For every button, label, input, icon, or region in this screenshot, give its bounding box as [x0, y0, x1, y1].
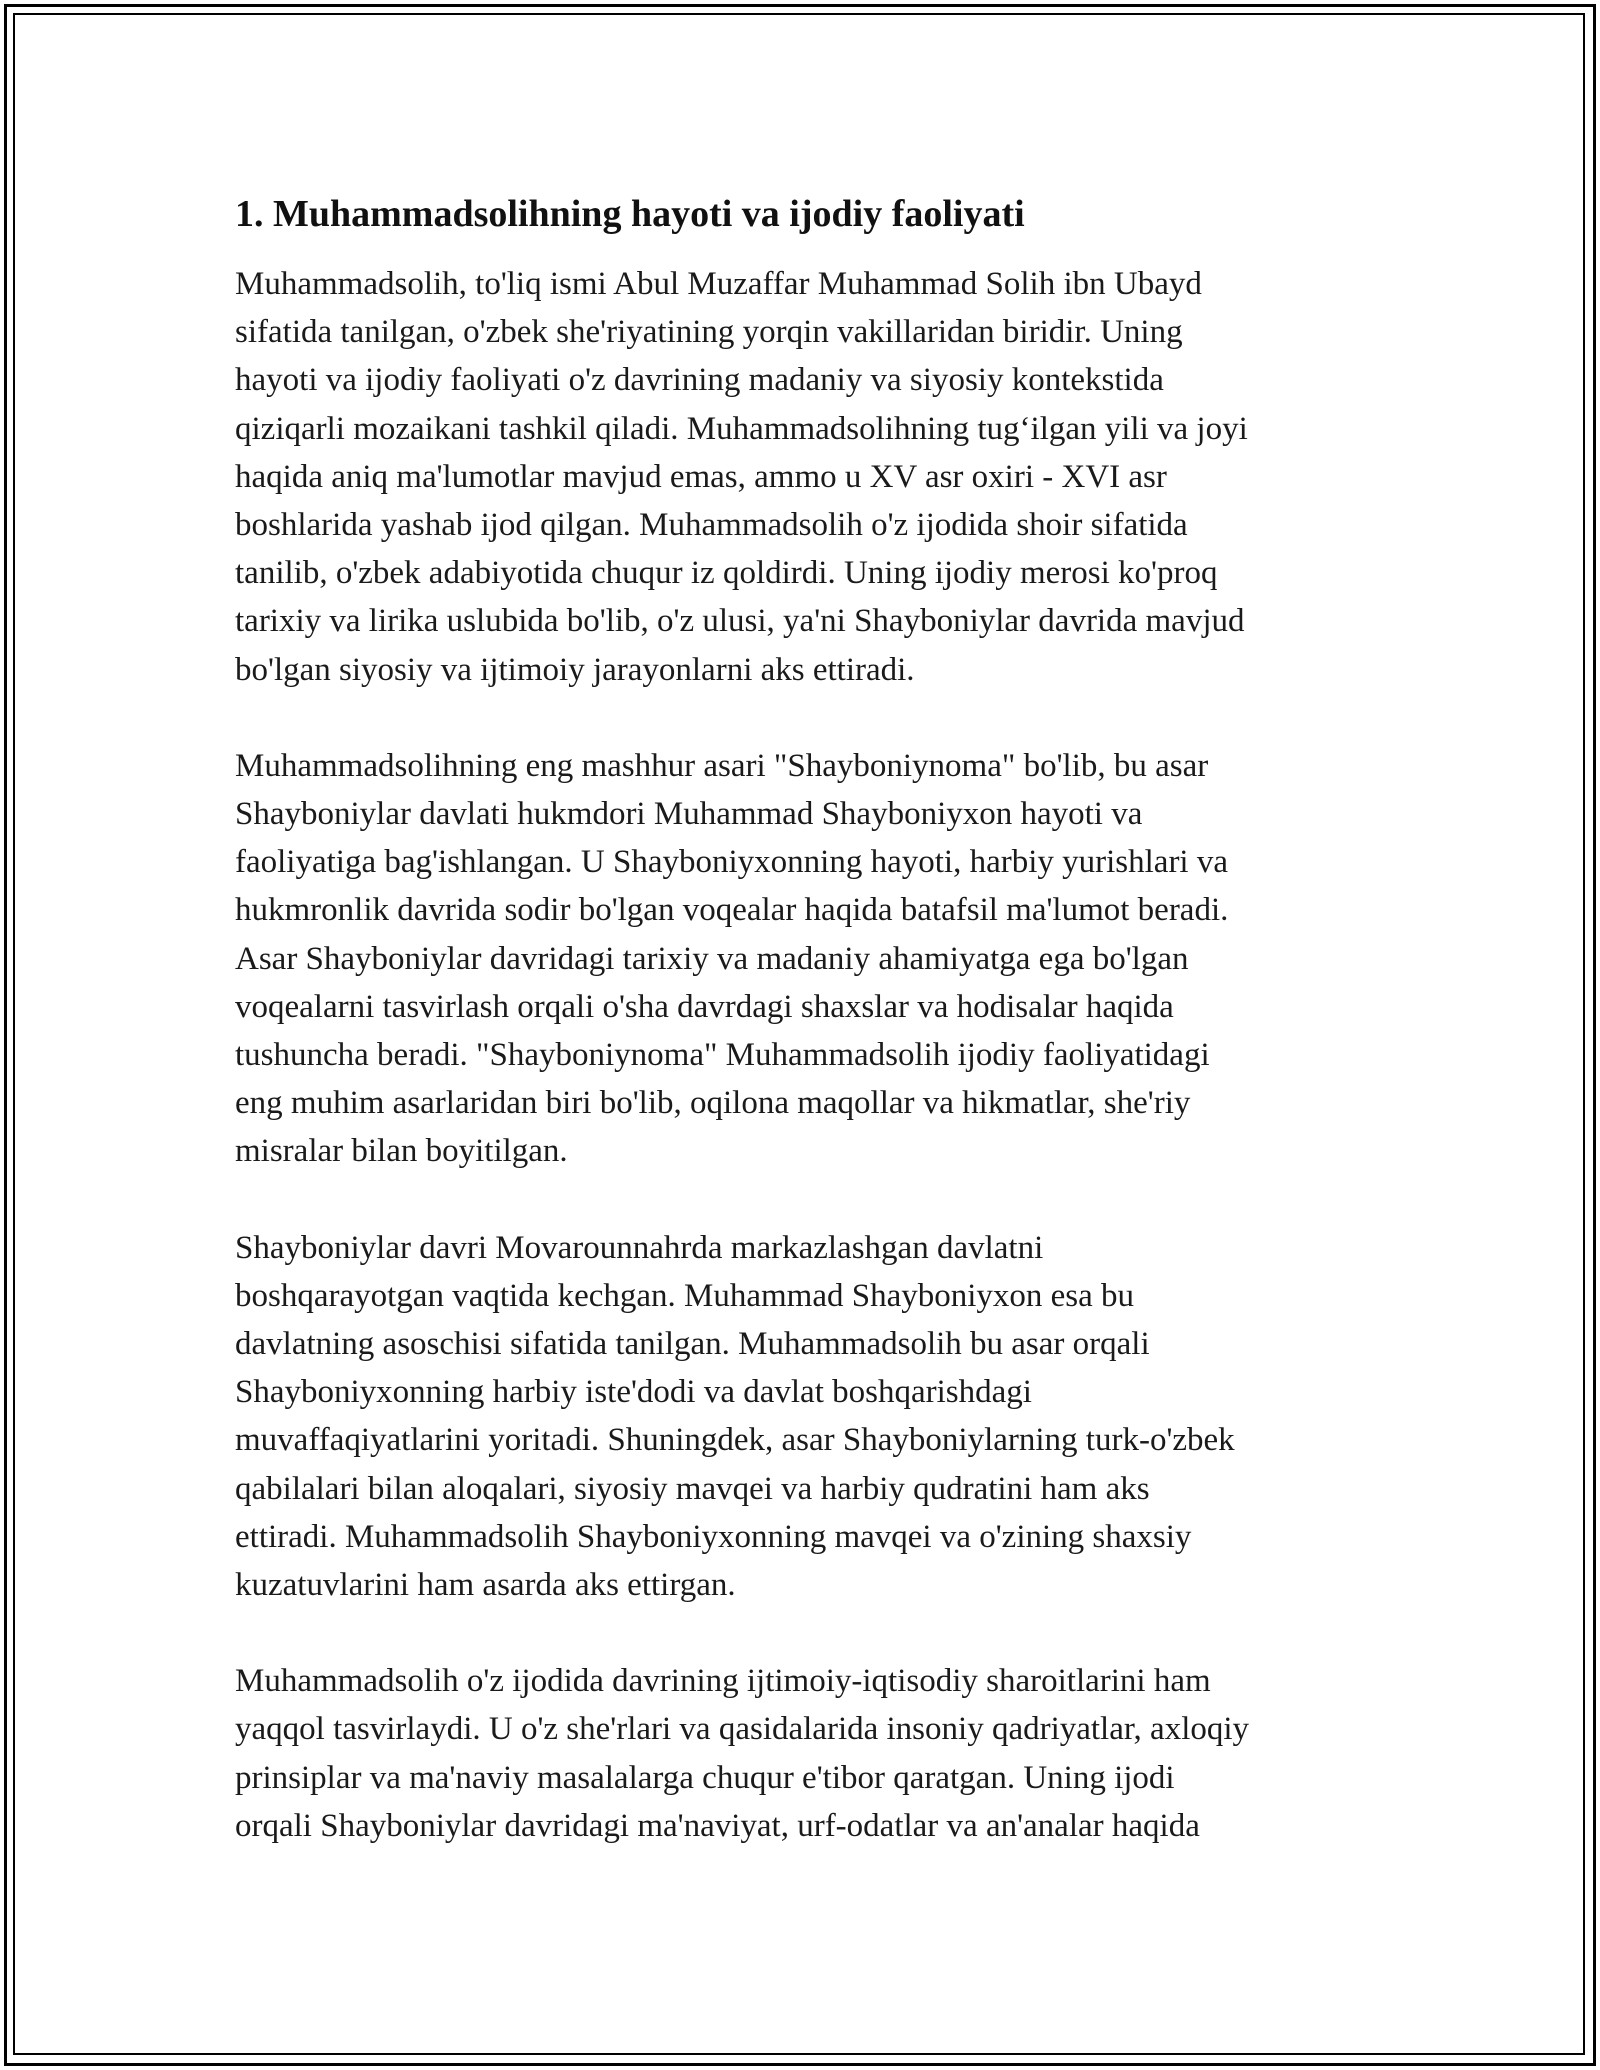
- paragraph-line: qiziqarli mozaikani tashkil qiladi. Muhammadsolihning tug‘ilgan yili va joyi: [235, 410, 1248, 447]
- paragraph-line: faoliyatiga bag'ishlangan. U Shayboniyxonning hayoti, harbiy yurishlari va: [235, 844, 1228, 881]
- paragraph-line: Shayboniylar davlati hukmdori Muhammad Shayboniyxon hayoti va: [235, 796, 1143, 833]
- paragraph-line: Muhammadsolih, to'liq ismi Abul Muzaffar Muhammad Solih ibn Ubayd: [235, 266, 1202, 302]
- paragraph-line: eng muhim asarlaridan biri bo'lib, oqilona maqollar va hikmatlar, she'riy: [235, 1085, 1191, 1122]
- paragraph-line: prinsiplar va ma'naviy masalalarga chuqur e'tibor qaratgan. Uning ijodi: [235, 1759, 1175, 1796]
- paragraph-line: boshqarayotgan vaqtida kechgan. Muhammad Shayboniyxon esa bu: [235, 1277, 1135, 1314]
- paragraph-line: kuzatuvlarini ham asarda aks ettirgan.: [235, 1567, 736, 1604]
- paragraph-line: Shayboniylar davri Movarounnahrda markazlashgan davlatni: [235, 1229, 1044, 1266]
- paragraph-line: hayoti va ijodiy faoliyati o'z davrining madaniy va siyosiy kontekstida: [235, 362, 1164, 399]
- paragraph-line: bo'lgan siyosiy va ijtimoiy jarayonlarni aks ettiradi.: [235, 651, 915, 688]
- paragraph-line: yaqqol tasvirlaydi. U o'z she'rlari va qasidalarida insoniy qadriyatlar, axloqiy: [235, 1711, 1250, 1748]
- paragraph-line: muvaffaqiyatlarini yoritadi. Shuningdek, asar Shayboniylarning turk-o'zbek: [235, 1422, 1235, 1459]
- paragraph-line: tarixiy va lirika uslubida bo'lib, o'z ulusi, ya'ni Shayboniylar davrida mavjud: [235, 603, 1245, 640]
- paragraph-line: misralar bilan boyitilgan.: [235, 1133, 568, 1170]
- paragraph-line: Muhammadsolih o'z ijodida davrining ijtimoiy-iqtisodiy sharoitlarini ham: [235, 1663, 1211, 1700]
- paragraph-line: tanilib, o'zbek adabiyotida chuqur iz qoldirdi. Uning ijodiy merosi ko'proq: [235, 555, 1218, 592]
- paragraph: [235, 742, 1385, 1176]
- paragraph-line: haqida aniq ma'lumotlar mavjud emas, ammo u XV asr oxiri - XVI asr: [235, 458, 1167, 495]
- paragraph: [235, 1657, 1385, 1850]
- paragraph-line: voqealarni tasvirlash orqali o'sha davrdagi shaxslar va hodisalar haqida: [235, 988, 1174, 1025]
- paragraph-line: ettiradi. Muhammadsolih Shayboniyxonning mavqei va o'zining shaxsiy: [235, 1518, 1192, 1555]
- paragraph-line: qabilalari bilan aloqalari, siyosiy mavqei va harbiy qudratini ham aks: [235, 1470, 1150, 1507]
- paragraph-line: Muhammadsolihning eng mashhur asari "Shayboniynoma" bo'lib, bu asar: [235, 747, 1209, 784]
- paragraph: [235, 1224, 1385, 1610]
- paragraph-line: sifatida tanilgan, o'zbek she'riyatining yorqin vakillaridan biridir. Uning: [235, 314, 1183, 351]
- paragraph-line: Asar Shayboniylar davridagi tarixiy va madaniy ahamiyatga ega bo'lgan: [235, 940, 1189, 977]
- paragraph-line: hukmronlik davrida sodir bo'lgan voqealar haqida batafsil ma'lumot beradi.: [235, 892, 1229, 929]
- paragraph-line: boshlarida yashab ijod qilgan. Muhammadsolih o'z ijodida shoir sifatida: [235, 507, 1188, 544]
- paragraph-line: tushuncha beradi. "Shayboniynoma" Muhammadsolih ijodiy faoliyatidagi: [235, 1037, 1210, 1074]
- section-heading: 1. Muhammadsolihning hayoti va ijodiy faoliyati: [235, 193, 1025, 235]
- document-body: [235, 190, 1385, 1898]
- paragraph-line: orqali Shayboniylar davridagi ma'naviyat, urf-odatlar va an'analar haqida: [235, 1807, 1200, 1844]
- paragraph-line: davlatning asoschisi sifatida tanilgan. Muhammadsolih bu asar orqali: [235, 1326, 1150, 1363]
- paragraph-line: Shayboniyxonning harbiy iste'dodi va davlat boshqarishdagi: [235, 1374, 1032, 1411]
- paragraph: [235, 260, 1385, 694]
- paragraph-container: [235, 260, 1385, 1850]
